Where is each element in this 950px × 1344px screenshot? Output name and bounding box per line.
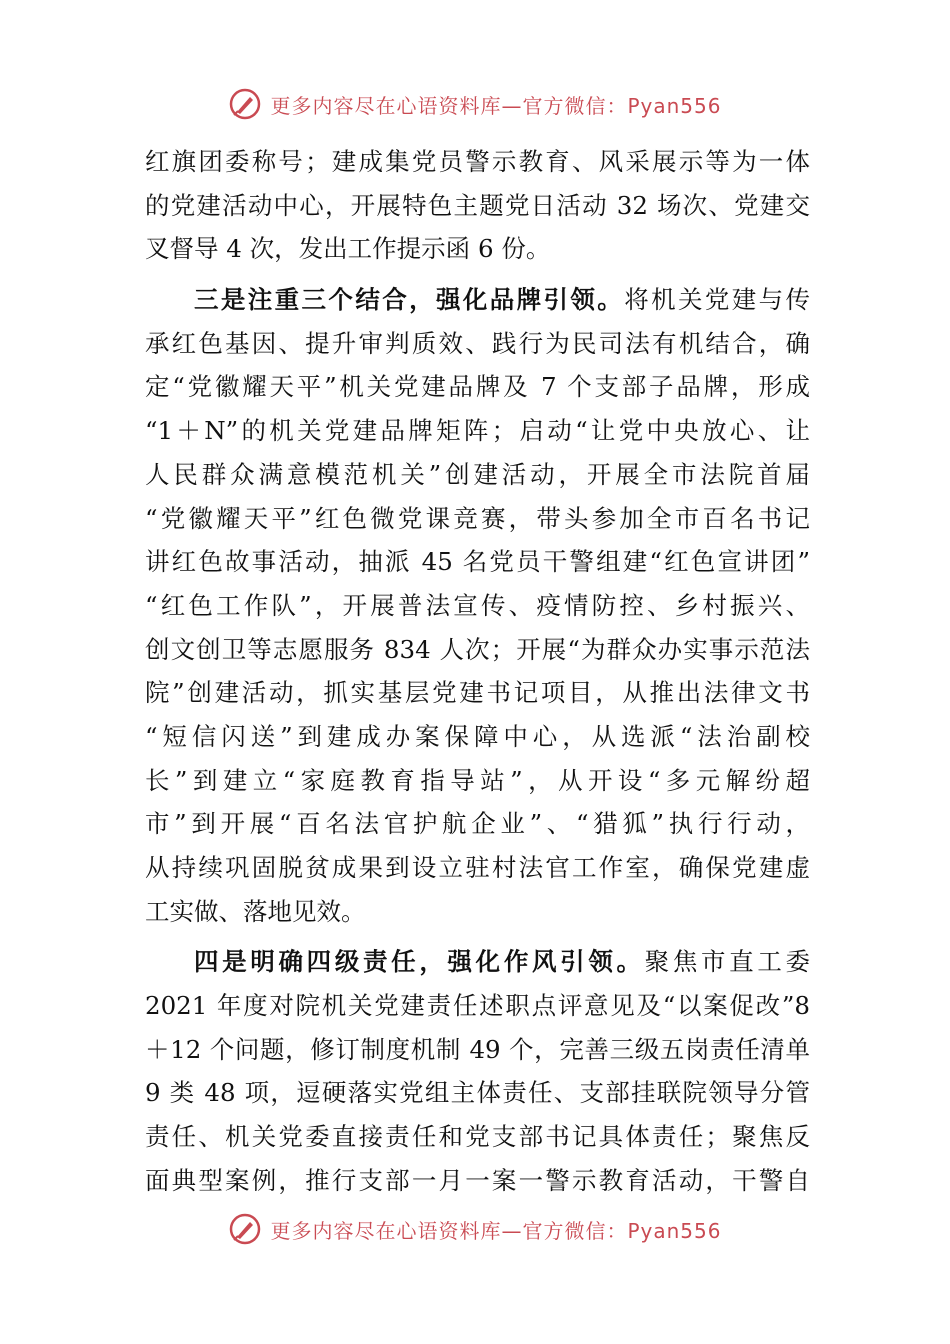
pen-logo-icon <box>228 87 262 121</box>
text-line: 院”创建活动，抓实基层党建书记项目，从推出法律文书 <box>145 678 810 708</box>
text-line: “党徽耀天平”红色微党课竞赛，带头参加全市百名书记 <box>145 503 810 533</box>
watermark-banner-top <box>0 84 950 124</box>
text-line: 市”到开展“百名法官护航企业”、“猎狐”执行行动， <box>145 809 810 839</box>
text-line: ＋12 个问题，修订制度机制 49 个，完善三级五岗责任清单 <box>145 1034 810 1064</box>
text-line: 责任、机关党委直接责任和党支部书记具体责任；聚焦反 <box>145 1122 810 1152</box>
paragraph-first-line <box>145 278 810 322</box>
text-line: 红旗团委称号；建成集党员警示教育、风采展示等为一体 <box>145 147 810 176</box>
text-span: 聚焦市直工委 <box>644 947 811 977</box>
text-line: “短信闪送”到建成办案保障中心，从选派“法治副校 <box>145 721 810 751</box>
text-line: 长”到建立“家庭教育指导站”，从开设“多元解纷超 <box>145 765 810 795</box>
text-line: 创文创卫等志愿服务 834 人次；开展“为群众办实事示范法 <box>145 634 810 664</box>
text-line: 2021 年度对院机关党建责任述职点评意见及“以案促改”8 <box>145 991 810 1021</box>
watermark-banner-bottom <box>0 1209 950 1249</box>
text-line: 工实做、落地见效。 <box>145 896 366 926</box>
watermark-text: 更多内容尽在心语资料库—官方微信：Pyan556 <box>270 93 722 118</box>
pen-logo-icon <box>228 1212 262 1246</box>
text-line: 承红色基因、提升审判质效、践行为民司法有机结合，确 <box>145 328 810 358</box>
paragraph-first-line <box>145 940 810 984</box>
watermark-text: 更多内容尽在心语资料库—官方微信：Pyan556 <box>270 1218 722 1243</box>
text-line: 9 类 48 项，逗硬落实党组主体责任、支部挂联院领导分管 <box>145 1078 810 1108</box>
text-line: 讲红色故事活动，抽派 45 名党员干警组建“红色宣讲团” <box>145 547 810 577</box>
text-line: 面典型案例，推行支部一月一案一警示教育活动，干警自 <box>145 1165 810 1195</box>
text-span: 将机关党建与传 <box>624 285 811 315</box>
paragraph-heading: 三是注重三个结合，强化品牌引领。 <box>194 285 625 315</box>
text-line: 定“党徽耀天平”机关党建品牌及 7 个支部子品牌，形成 <box>145 372 810 402</box>
paragraph-heading: 四是明确四级责任，强化作风引领。 <box>194 947 645 977</box>
text-line: 的党建活动中心，开展特色主题党日活动 32 场次、党建交 <box>145 190 810 220</box>
document-body <box>145 140 810 1203</box>
text-line: “红色工作队”，开展普法宣传、疫情防控、乡村振兴、 <box>145 590 810 620</box>
text-line: 人民群众满意模范机关”创建活动，开展全市法院首届 <box>145 459 810 489</box>
text-line: 从持续巩固脱贫成果到设立驻村法官工作室，确保党建虚 <box>145 853 810 882</box>
text-line: “1＋N”的机关党建品牌矩阵；启动“让党中央放心、让 <box>145 416 810 446</box>
text-line: 叉督导 4 次，发出工作提示函 6 份。 <box>145 234 551 264</box>
